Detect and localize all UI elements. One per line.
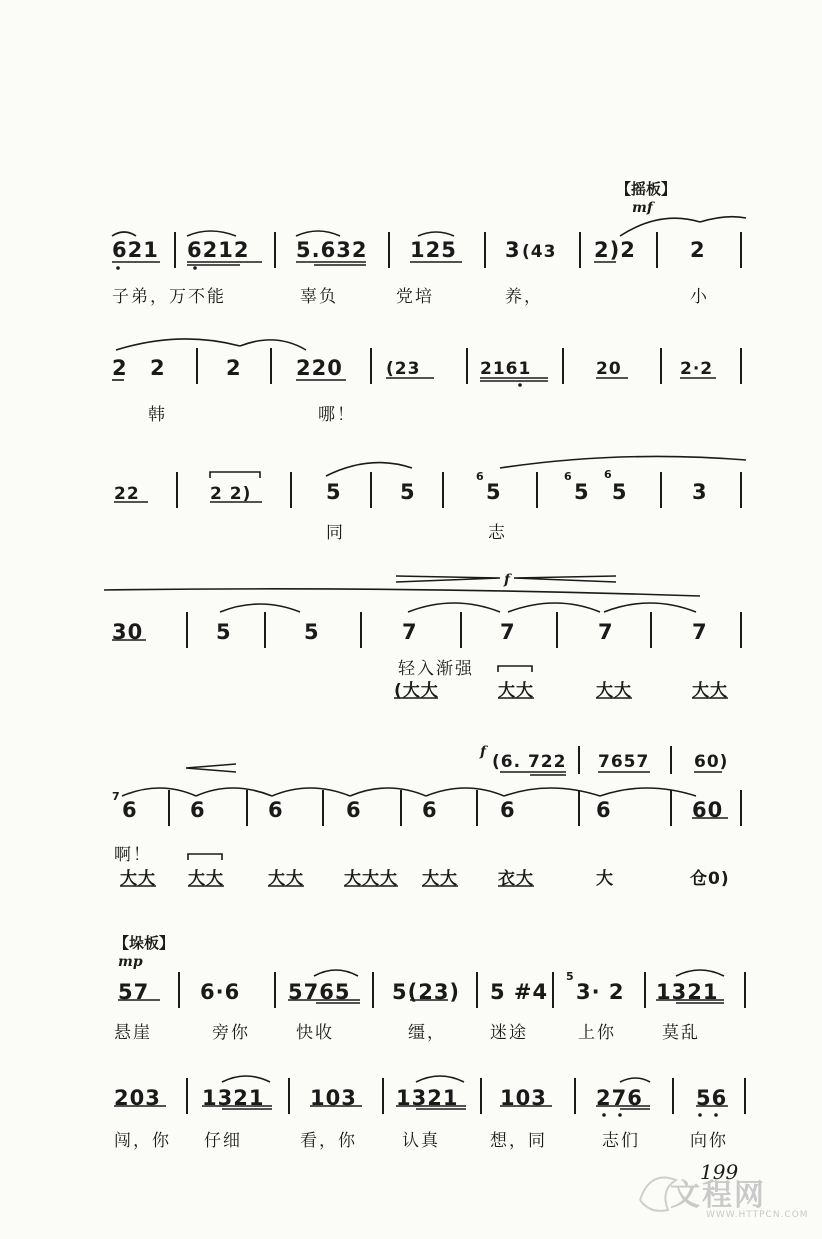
barline [370, 472, 372, 508]
percussion-text: (大大 [394, 681, 439, 701]
note-group: 1321 [656, 980, 719, 1004]
crescendo-hairpin [396, 576, 500, 582]
note-group: 5 [326, 480, 342, 504]
slur [296, 231, 340, 236]
lyric-text: 看，你 [300, 1131, 357, 1151]
lyric-text: 向你 [690, 1131, 728, 1151]
octave-dot [193, 266, 197, 270]
slur [416, 1076, 464, 1082]
barline [178, 972, 180, 1008]
lyric-text: 子弟，万不能 [112, 287, 226, 307]
barline [370, 348, 372, 384]
slur [604, 603, 696, 612]
lyric-text: 哪！ [318, 405, 356, 425]
note-group: 3· 2 [576, 980, 625, 1004]
note-group: 57 [118, 980, 150, 1004]
barline [744, 1078, 746, 1114]
watermark-url: WWW.HTTPCN.COM [706, 1210, 809, 1220]
note-group: 7 [500, 620, 516, 644]
note-group: (23 [386, 359, 421, 379]
slur [676, 970, 724, 976]
watermark-logo: 文程网 [670, 1178, 766, 1213]
note-group: 2·2 [680, 359, 714, 379]
lyric-text: 认真 [402, 1131, 440, 1151]
slur [112, 232, 136, 236]
tempo-mark-duoban: 【垛板】 [114, 934, 175, 952]
percussion-text: 仓0) [690, 869, 730, 889]
barline [660, 348, 662, 384]
slur [314, 970, 358, 976]
note-group: 1321 [202, 1086, 265, 1110]
barline [288, 1078, 290, 1114]
barline [274, 232, 276, 268]
slur [104, 589, 700, 596]
barline [740, 232, 742, 268]
note-group: 6 [422, 798, 438, 822]
barline [578, 790, 580, 826]
barline [740, 612, 742, 648]
note-group: 203 [114, 1086, 161, 1110]
barline [388, 232, 390, 268]
slur [220, 604, 300, 612]
slur [620, 218, 700, 236]
barline [460, 612, 462, 648]
note-group: 22 [114, 484, 140, 504]
dynamic-mp: mp [118, 954, 143, 970]
barline [186, 1078, 188, 1114]
note-group: 56 [696, 1086, 728, 1110]
note-group: 5 5 [574, 480, 628, 504]
lyric-text: 志们 [602, 1131, 640, 1151]
slur [620, 1078, 650, 1082]
note-group: 5 [216, 620, 232, 644]
percussion-text: 大大 [498, 681, 534, 701]
lyric-text: 迷途 [490, 1023, 528, 1043]
barline [442, 472, 444, 508]
barline [740, 790, 742, 826]
octave-dot [116, 266, 120, 270]
barline [670, 746, 672, 774]
instrumental-notes: 7657 [598, 752, 650, 772]
octave-dot [518, 383, 522, 387]
lyric-text: 养， [505, 287, 543, 307]
octave-dot [618, 1113, 622, 1117]
percussion-text: 大大 [268, 869, 304, 889]
instrumental-notes: 60) [694, 752, 729, 772]
note-group: 2 2) [210, 484, 252, 504]
lyric-text: 闯，你 [114, 1131, 171, 1151]
note-group: 30 [112, 620, 144, 644]
lyric-text: 缰， [408, 1023, 446, 1043]
performance-annotation: 轻入渐强 [398, 659, 474, 679]
slur [187, 231, 236, 236]
dynamic-f: f [480, 744, 487, 760]
barline [740, 472, 742, 508]
lyric-text: 悬崖 [114, 1023, 152, 1043]
slur [326, 463, 412, 476]
barline [744, 972, 746, 1008]
instrumental-notes: (6. 722 [492, 752, 567, 772]
barline [670, 790, 672, 826]
page-number: 199 [700, 1160, 739, 1184]
tempo-mark-yaoban: 【摇板】 [616, 180, 677, 198]
percussion-text: 大大 [422, 869, 458, 889]
note-group: 5765 [288, 980, 351, 1004]
slur [240, 340, 306, 350]
note-group: 2 [112, 356, 128, 380]
lyric-text: 啊！ [114, 845, 152, 865]
slur [600, 788, 696, 796]
grace-note: 6 [604, 468, 612, 481]
barline [274, 972, 276, 1008]
lyric-text: 小 [690, 287, 709, 307]
note-group: 2 [690, 238, 706, 262]
barline [656, 232, 658, 268]
note-group: 7 [402, 620, 418, 644]
slur [504, 788, 600, 796]
barline [466, 348, 468, 384]
lyric-text: 韩 [148, 405, 167, 425]
barline [176, 472, 178, 508]
barline [562, 348, 564, 384]
barline [552, 972, 554, 1008]
note-group: 5 [486, 480, 502, 504]
grace-note: 5 [566, 970, 574, 983]
slur [196, 788, 272, 796]
barline [264, 612, 266, 648]
barline [476, 790, 478, 826]
dynamic-f: f [504, 572, 511, 588]
octave-dot [698, 1113, 702, 1117]
note-group: 6 [500, 798, 516, 822]
barline [484, 232, 486, 268]
percussion-text: 大大 [596, 681, 632, 701]
note-group: 5 [304, 620, 320, 644]
note-group: 6 [346, 798, 362, 822]
percussion-text: 衣大 [498, 869, 534, 889]
barline [672, 1078, 674, 1114]
percussion-text: 大 [596, 869, 614, 889]
note-group: 2 [226, 356, 242, 380]
percussion-text: 大大 [120, 869, 156, 889]
slur [408, 603, 500, 612]
barline [480, 1078, 482, 1114]
note-group: 220 [296, 356, 343, 380]
slur [500, 456, 746, 468]
note-group: 1321 [396, 1086, 459, 1110]
barline [536, 472, 538, 508]
barline [382, 1078, 384, 1114]
slur [700, 217, 746, 222]
note-group: 5.632 [296, 238, 368, 262]
barline [574, 1078, 576, 1114]
grace-note: 6 [476, 470, 484, 483]
percussion-text: 大大 [188, 869, 224, 889]
barline [650, 612, 652, 648]
note-group: 103 [310, 1086, 357, 1110]
slur [116, 339, 240, 350]
slur [122, 788, 196, 796]
barline [400, 790, 402, 826]
note-group: 5 #4 [490, 980, 549, 1004]
lyric-text: 同 [326, 523, 345, 543]
lyric-text: 想，同 [490, 1131, 547, 1151]
barline [579, 232, 581, 268]
barline [196, 348, 198, 384]
octave-dot [714, 1113, 718, 1117]
bracket [210, 472, 260, 478]
grace-note: 7 [112, 790, 120, 803]
note-group: 6212 [187, 238, 250, 262]
note-group: 2)2 [594, 238, 636, 262]
slur [272, 788, 350, 796]
note-group: 3 [692, 480, 708, 504]
lyric-text: 辜负 [300, 287, 338, 307]
slur [426, 788, 504, 796]
barline [290, 472, 292, 508]
bracket [498, 666, 532, 672]
percussion-text: 大大 [692, 681, 728, 701]
note-group: 5 [400, 480, 416, 504]
barline [578, 746, 580, 774]
decrescendo-hairpin [514, 576, 616, 582]
note-group: 60 [692, 798, 724, 822]
slur [418, 232, 454, 236]
slur [350, 788, 426, 796]
lyric-text: 上你 [578, 1023, 616, 1043]
barline [644, 972, 646, 1008]
percussion-text: 大大大 [344, 869, 398, 889]
lyric-text: 仔细 [204, 1131, 242, 1151]
lyric-text: 志 [488, 523, 507, 543]
barline [322, 790, 324, 826]
note-group: 125 [410, 238, 457, 262]
note-group: 7 [692, 620, 708, 644]
note-group: 2 [150, 356, 166, 380]
lyric-text: 莫乱 [662, 1023, 700, 1043]
decrescendo-hairpin [186, 764, 236, 772]
grace-note: 6 [564, 470, 572, 483]
dynamic-mf: mf [632, 200, 653, 216]
barline [740, 348, 742, 384]
slur [508, 603, 600, 612]
lyric-text: 党培 [396, 287, 434, 307]
barline [360, 612, 362, 648]
barline [372, 972, 374, 1008]
octave-dot [602, 1113, 606, 1117]
barline [660, 472, 662, 508]
note-group: 6 [268, 798, 284, 822]
barline [186, 612, 188, 648]
slur [222, 1076, 270, 1082]
note-group: 6·6 [200, 980, 241, 1004]
lyric-text: 旁你 [212, 1023, 250, 1043]
barline [174, 232, 176, 268]
note-group: (43 [522, 242, 557, 262]
note-group: 3 [505, 238, 521, 262]
note-group: 2161 [480, 359, 532, 379]
barline [168, 790, 170, 826]
note-group: 6 [122, 798, 138, 822]
note-group: 6 [190, 798, 206, 822]
barline [246, 790, 248, 826]
lyric-text: 快收 [296, 1023, 334, 1043]
note-group: 7 [598, 620, 614, 644]
note-group: 6 [596, 798, 612, 822]
note-group: 103 [500, 1086, 547, 1110]
barline [556, 612, 558, 648]
barline [476, 972, 478, 1008]
note-group: 5(23) [392, 980, 461, 1004]
bracket [188, 854, 222, 860]
barline [270, 348, 272, 384]
note-group: 20 [596, 359, 622, 379]
note-group: 276 [596, 1086, 643, 1110]
note-group: 621 [112, 238, 159, 262]
